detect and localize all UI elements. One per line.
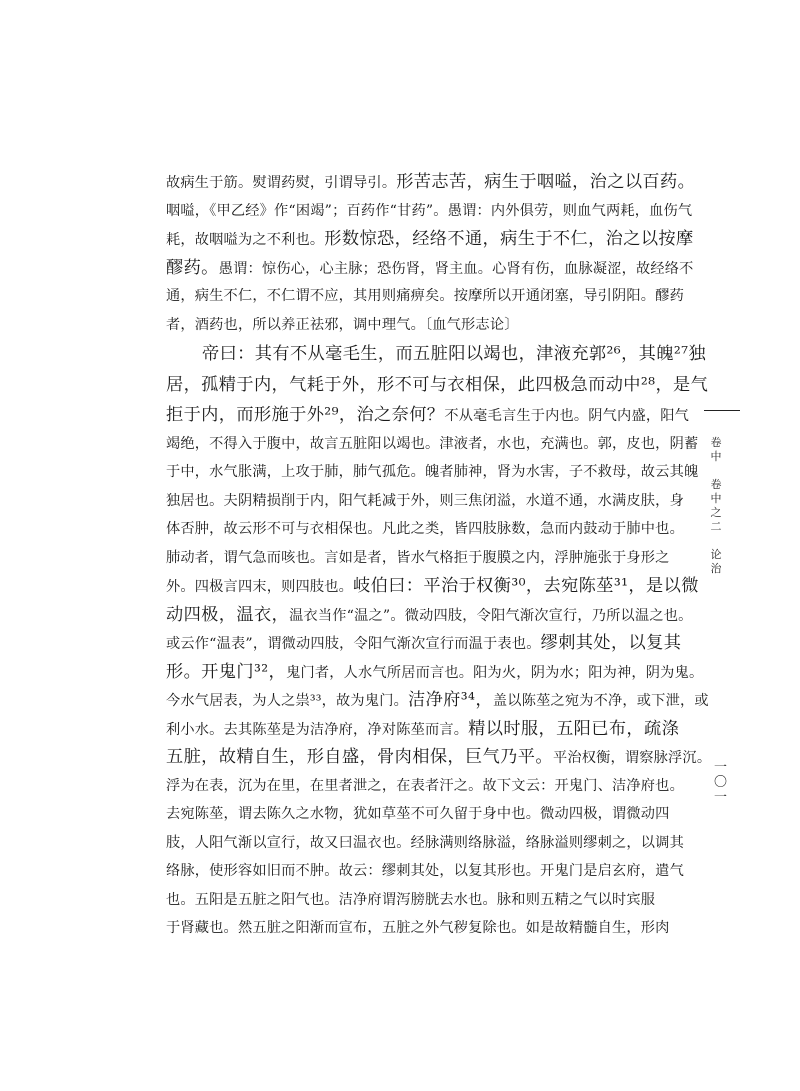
running-head-char: 之 [710,506,722,519]
main-text-segment: 动四极，温衣， [166,604,290,625]
commentary-segment: 也。五阳是五脏之阳气也。洁净府谓泻膀胱去水也。脉和则五精之气以时宾服 [166,891,656,908]
commentary-segment: 平治权衡，谓察脉浮沉。 [552,750,712,766]
commentary-segment: 者，酒药也，所以养正祛邪，调中理气。〔血气形志论〕 [166,316,519,333]
commentary-segment: 外。四极言四末，则四肢也。 [166,579,354,595]
text-line [166,886,664,915]
text-line [166,629,682,658]
text-line [166,601,693,630]
running-head-char: 中 [710,492,722,505]
main-text-segment: 缪刺其处，以复其 [540,633,682,653]
commentary-segment: 络脉，使形容如旧而不肿。故云：缪刺其处，以复其形也。开鬼门是启玄府，遣气 [166,863,684,879]
commentary-segment: 耗，故咽嗌为之不利也。 [166,232,325,248]
commentary-segment: 咽嗌，《甲乙经》作“困竭”；百药作“甘药”。愚谓：内外俱劳，则血气两耗，血伤气 [166,202,693,219]
text-line [166,829,684,858]
commentary-segment: 盖以陈莝之宛为不净，或下泄，或 [492,693,709,709]
commentary-segment: 于中，水气胀满，上攻于肺，肺气孤危。魄者肺神，肾为水害，子不救母，故云其魄 [166,464,699,480]
text-line [166,370,709,401]
running-head-char [706,464,726,478]
page-number [714,760,726,805]
text-line [166,282,684,311]
text-line [166,715,680,744]
text-line [166,458,699,487]
text-line [166,544,670,573]
commentary-segment: 独居也。夫阴精损削于内，阳气耗减于外，则三焦闭溢，水道不通，水满皮肤，身 [166,492,684,509]
main-text-segment: 洁净府³⁴， [407,690,493,710]
text-line [166,254,694,283]
text-line [166,487,684,516]
main-text-segment: 形数惊恐，经络不通，病生于不仁，治之以按摩 [324,229,694,249]
text-line [166,339,707,370]
text-line [166,743,712,772]
running-head-char [706,534,726,548]
running-head-char: 二 [710,520,722,533]
text-line [166,430,699,459]
running-head [706,436,726,576]
main-text-segment: 形。开鬼门³²， [166,661,287,682]
text-line [166,857,684,886]
commentary-segment: 肺动者，谓气急而咳也。言如是者，皆水气格拒于腹膜之内，浮肿施张于身形之 [166,549,670,566]
text-line [166,914,670,943]
text-line [166,658,704,687]
running-head-char: 中 [710,450,722,463]
text-line [166,168,696,197]
commentary-segment: 肢，人阳气渐以宣行，故又曰温衣也。经脉满则络脉溢，络脉溢则缪刺之，以调其 [166,834,684,851]
commentary-segment: 今水气居表，为人之祟³³，故为鬼门。 [166,693,408,709]
main-text-segment: 形苦志苦，病生于咽嗌，治之以百药。 [396,172,696,192]
text-line [166,772,684,801]
main-text-segment: 岐伯曰：平治于权衡³⁰，去宛陈莝³¹，是以微 [353,576,699,596]
commentary-segment: 于肾藏也。然五脏之阳渐而宣布，五脏之外气秽复除也。如是故精髓自生，形肉 [166,920,670,936]
running-head-rule [704,410,740,411]
text-line [166,197,693,226]
text-line [166,515,684,544]
running-head-char: 卷 [710,436,722,449]
running-head-char: 卷 [710,478,722,491]
running-head-char: 论 [710,548,722,561]
main-text-segment: 拒于内，而形施于外²⁹，治之奈何？ [166,405,445,425]
commentary-segment: 不从毫毛言生于内也。阴气内盛，阳气 [444,408,689,424]
commentary-segment: 通，病生不仁，不仁谓不应，其用则痛痹矣。按摩所以开通闭塞，导引阴阳。醪药 [166,288,684,304]
text-line [166,800,670,829]
commentary-segment: 体否肿，故云形不可与衣相保也。凡此之类，皆四肢脉数，急而内鼓动于肺中也。 [166,521,684,537]
commentary-segment: 浮为在表，沉为在里，在里者泄之，在表者汗之。故下文云：开鬼门、洁净府也。 [166,777,684,794]
text-line [166,572,699,601]
commentary-segment: 去宛陈莝，谓去陈久之水物，犹如草莝不可久留于身中也。微动四极，谓微动四 [166,806,670,822]
commentary-segment: 温衣当作“温之”。微动四肢，令阳气渐次宣行，乃所以温之也。 [289,607,693,624]
commentary-segment: 故病生于筋。熨谓药熨，引谓导引。 [166,175,397,191]
text-line [166,686,709,715]
running-head-char: 治 [710,562,722,575]
commentary-segment: 或云作“温表”，谓微动四肢，令阳气渐次宣行而温于表也。 [166,636,541,652]
commentary-segment: 竭绝，不得入于腹中，故言五脏阳以竭也。津液者，水也，充满也。郭，皮也，阴蓄 [166,435,699,452]
page-number-char: 一 [714,760,728,775]
page-number-char: 〇 [714,775,728,790]
main-text-segment: 五脏，故精自生，形自盛，骨肉相保，巨气乃平。 [166,747,553,767]
body-text [166,168,712,943]
text-line [166,311,664,340]
page-number-char: 一 [714,790,728,805]
commentary-segment: 鬼门者，人水气所居而言也。阳为火，阴为水；阳为神，阴为鬼。 [286,664,704,681]
commentary-segment: 利小水。去其陈莝是为洁净府，净对陈莝而言。 [166,721,469,738]
main-text-segment: 精以时服，五阳已布，疏涤 [468,718,680,739]
main-text-segment: 醪药。 [166,257,219,278]
main-text-segment: 帝曰：其有不从毫毛生，而五脏阳以竭也，津液充郭²⁶，其魄²⁷独 [202,344,707,364]
text-line [166,401,689,430]
text-line [166,225,694,254]
commentary-segment: 愚谓：惊伤心，心主脉；恐伤肾，肾主血。心肾有伤，血脉凝涩，故经络不 [218,260,694,277]
main-text-segment: 居，孤精于内，气耗于外，形不可与衣相保，此四极急而动中²⁸，是气 [166,375,709,395]
